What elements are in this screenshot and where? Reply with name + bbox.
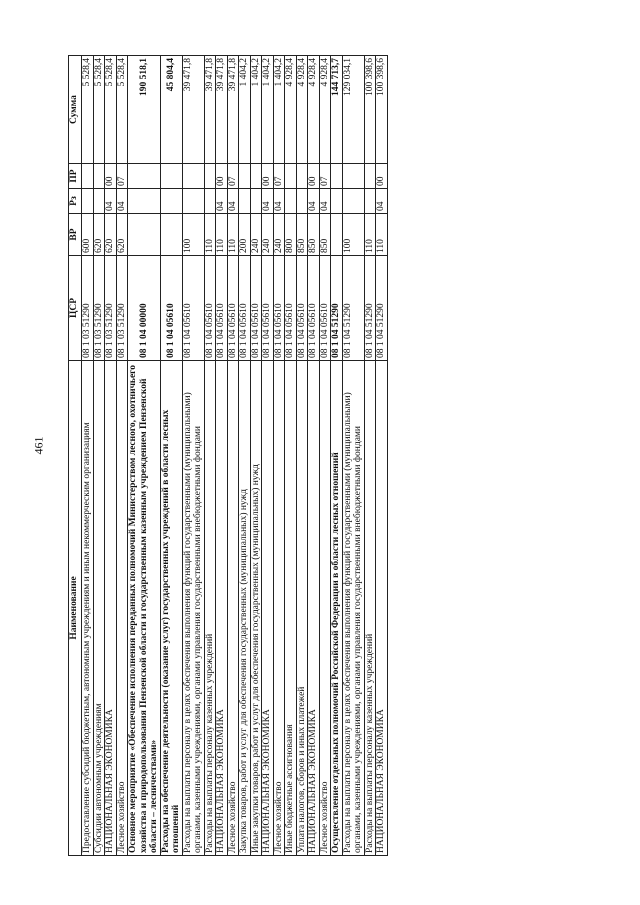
table-row [273,56,285,856]
cell-pr [239,164,251,189]
table-row [364,56,376,856]
cell-csr: 08 1 04 05610 [319,256,331,361]
cell-rz [82,189,94,214]
cell-csr: 08 1 04 51290 [331,256,343,361]
cell-sum: 190 518,1 [128,56,161,164]
cell-csr: 08 1 04 05610 [216,256,228,361]
cell-name: Осуществление отдельных полномочий Российской Федерации в области лесных отношений [331,361,343,856]
table-row [93,56,105,856]
cell-rz: 04 [319,189,331,214]
cell-csr: 08 1 03 51290 [93,256,105,361]
cell-name: Расходы на выплаты персоналу в целях обеспечения выполнения функций государственными (муниципальными) органами, казенными учреждениями, органами управления государственными внебюджетными фондами [182,361,204,856]
cell-name: Лесное хозяйство [319,361,331,856]
header-rz: Рз [69,189,82,214]
cell-sum: 45 804,4 [160,56,182,164]
table-row [216,56,228,856]
table-row [296,56,308,856]
cell-sum: 5 528,4 [93,56,105,164]
cell-csr: 08 1 04 05610 [239,256,251,361]
cell-rz: 04 [273,189,285,214]
cell-sum: 1 404,2 [239,56,251,164]
cell-vr: 850 [296,214,308,256]
cell-sum: 39 471,8 [204,56,216,164]
header-name: Наименование [69,361,82,856]
cell-rz: 04 [376,189,388,214]
cell-pr [331,164,343,189]
cell-name: Лесное хозяйство [273,361,285,856]
table-row [319,56,331,856]
cell-csr: 08 1 04 05610 [296,256,308,361]
table-row [285,56,297,856]
cell-sum: 4 928,4 [308,56,320,164]
cell-vr: 620 [93,214,105,256]
cell-vr: 850 [319,214,331,256]
cell-csr: 08 1 04 05610 [227,256,239,361]
cell-rz [93,189,105,214]
cell-vr [160,214,182,256]
cell-name: Иные бюджетные ассигнования [285,361,297,856]
cell-rz [364,189,376,214]
cell-rz [250,189,262,214]
cell-name: Расходы на выплаты персоналу казенных учреждений [364,361,376,856]
cell-vr: 200 [239,214,251,256]
cell-csr: 08 1 04 05610 [285,256,297,361]
cell-name: НАЦИОНАЛЬНАЯ ЭКОНОМИКА [105,361,117,856]
cell-sum: 4 928,4 [296,56,308,164]
cell-rz: 04 [227,189,239,214]
cell-pr: 07 [273,164,285,189]
cell-vr: 110 [376,214,388,256]
cell-sum: 39 471,8 [216,56,228,164]
cell-pr [160,164,182,189]
cell-vr: 600 [82,214,94,256]
cell-name: Уплата налогов, сборов и иных платежей [296,361,308,856]
cell-pr: 00 [216,164,228,189]
cell-sum: 1 404,2 [262,56,274,164]
cell-csr: 08 1 04 51290 [376,256,388,361]
cell-rz [285,189,297,214]
header-pr: ПР [69,164,82,189]
cell-sum: 4 928,4 [319,56,331,164]
cell-csr: 08 1 04 05610 [308,256,320,361]
cell-rz [204,189,216,214]
cell-name: Закупка товаров, работ и услуг для обеспечения государственных (муниципальных) нужд [239,361,251,856]
cell-rz [331,189,343,214]
rotated-table-container [68,56,388,856]
cell-rz: 04 [308,189,320,214]
cell-pr: 07 [227,164,239,189]
cell-rz [239,189,251,214]
cell-sum: 144 713,7 [331,56,343,164]
cell-sum: 100 398,6 [376,56,388,164]
cell-name: НАЦИОНАЛЬНАЯ ЭКОНОМИКА [376,361,388,856]
cell-vr: 110 [227,214,239,256]
table-row [105,56,117,856]
cell-csr: 08 1 03 51290 [82,256,94,361]
cell-sum: 39 471,8 [182,56,204,164]
cell-name: Основное мероприятие «Обеспечение исполнения переданных полномочий Министерством лесного, охотничьего хозяйства и природопользования Пензенской области и государственным казенным учреждением Пензенской области – лесничествами» [128,361,161,856]
cell-name: Лесное хозяйство [116,361,128,856]
table-row [262,56,274,856]
cell-csr: 08 1 04 05610 [182,256,204,361]
cell-sum: 5 528,4 [116,56,128,164]
table-row [331,56,343,856]
table-row [376,56,388,856]
cell-name: Иные закупки товаров, работ и услуг для обеспечения государственных (муниципальных) нужд [250,361,262,856]
table-row [308,56,320,856]
cell-sum: 4 928,4 [285,56,297,164]
cell-vr [331,214,343,256]
cell-vr: 110 [364,214,376,256]
cell-csr: 08 1 04 51290 [364,256,376,361]
cell-csr: 08 1 04 05610 [160,256,182,361]
cell-pr [82,164,94,189]
table-row [239,56,251,856]
header-vr: ВР [69,214,82,256]
cell-sum: 5 528,4 [82,56,94,164]
cell-pr: 07 [319,164,331,189]
table-row [204,56,216,856]
cell-name: Субсидии автономным учреждениям [93,361,105,856]
cell-sum: 100 398,6 [364,56,376,164]
cell-pr [250,164,262,189]
cell-sum: 39 471,8 [227,56,239,164]
cell-name: Расходы на обеспечение деятельности (оказание услуг) государственных учреждений в области лесных отношений [160,361,182,856]
table-row [116,56,128,856]
table-row [82,56,94,856]
cell-csr: 08 1 04 05610 [204,256,216,361]
cell-rz: 04 [105,189,117,214]
cell-pr: 00 [262,164,274,189]
header-csr: ЦСР [69,256,82,361]
cell-pr [296,164,308,189]
cell-sum: 5 528,4 [105,56,117,164]
cell-name: Предоставление субсидий бюджетным, автономным учреждениям и иным некоммерческим организациям [82,361,94,856]
cell-pr [364,164,376,189]
cell-vr: 240 [262,214,274,256]
cell-vr: 110 [204,214,216,256]
cell-vr: 850 [308,214,320,256]
cell-rz [128,189,161,214]
cell-csr: 08 1 04 05610 [262,256,274,361]
cell-vr: 620 [116,214,128,256]
table-row [182,56,204,856]
cell-rz: 04 [216,189,228,214]
cell-name: Лесное хозяйство [227,361,239,856]
cell-pr: 00 [376,164,388,189]
cell-vr: 100 [182,214,204,256]
table-row [227,56,239,856]
cell-rz: 04 [116,189,128,214]
cell-pr [93,164,105,189]
cell-pr [182,164,204,189]
cell-rz [182,189,204,214]
table-header-row [69,56,82,856]
header-sum: Сумма [69,56,82,164]
cell-vr: 800 [285,214,297,256]
cell-pr [128,164,161,189]
cell-name: НАЦИОНАЛЬНАЯ ЭКОНОМИКА [262,361,274,856]
table-row [250,56,262,856]
cell-pr: 07 [116,164,128,189]
cell-pr: 00 [105,164,117,189]
cell-rz [342,189,364,214]
cell-rz: 04 [262,189,274,214]
table-row [160,56,182,856]
cell-name: НАЦИОНАЛЬНАЯ ЭКОНОМИКА [308,361,320,856]
cell-vr: 620 [105,214,117,256]
page-number: 461 [31,436,46,455]
cell-sum: 1 404,2 [273,56,285,164]
cell-pr [342,164,364,189]
table-row [342,56,364,856]
cell-vr: 110 [216,214,228,256]
cell-csr: 08 1 04 51290 [342,256,364,361]
cell-pr [204,164,216,189]
cell-name: Расходы на выплаты персоналу в целях обеспечения выполнения функций государственными (муниципальными) органами, казенными учреждениями, органами управления государственными внебюджетными фондами [342,361,364,856]
cell-sum: 129 034,1 [342,56,364,164]
cell-csr: 08 1 04 05610 [273,256,285,361]
cell-vr [128,214,161,256]
table-body [82,56,388,856]
cell-csr: 08 1 04 00000 [128,256,161,361]
cell-vr: 100 [342,214,364,256]
cell-sum: 1 404,2 [250,56,262,164]
cell-csr: 08 1 03 51290 [116,256,128,361]
cell-rz [296,189,308,214]
cell-vr: 240 [273,214,285,256]
budget-table [68,55,388,856]
cell-csr: 08 1 03 51290 [105,256,117,361]
cell-name: Расходы на выплаты персоналу казенных учреждений [204,361,216,856]
cell-pr [285,164,297,189]
cell-name: НАЦИОНАЛЬНАЯ ЭКОНОМИКА [216,361,228,856]
cell-rz [160,189,182,214]
cell-pr: 00 [308,164,320,189]
table-row [128,56,161,856]
cell-csr: 08 1 04 05610 [250,256,262,361]
cell-vr: 240 [250,214,262,256]
